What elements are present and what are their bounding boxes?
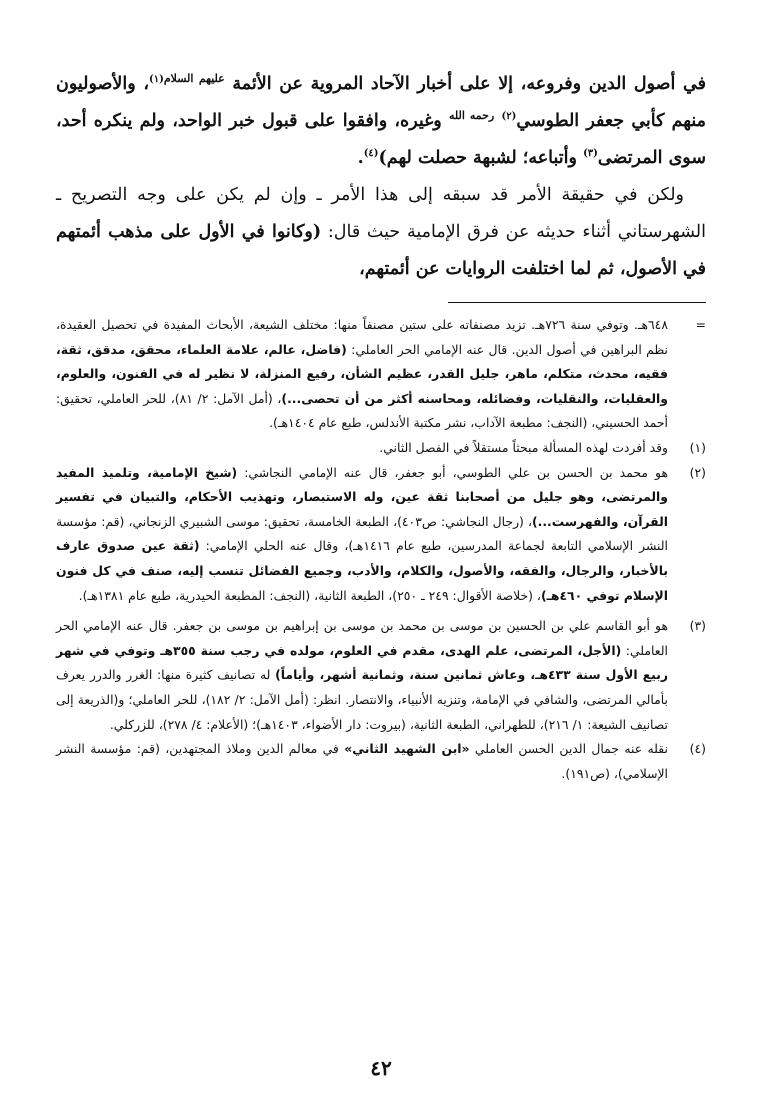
main-text <box>56 66 706 288</box>
footnote-number: (٣) <box>689 618 706 634</box>
page-number: ٤٢ <box>370 1056 392 1080</box>
paragraph-1-text-b: ، والأصوليون منهم كأبي جعفر الطوسي <box>56 74 707 131</box>
footnote-ref-2[interactable]: (٢) <box>501 111 517 123</box>
footnote-quote: (ثقة عين صدوق عارف بالأخبار، والرجال، والفقه، والأصول، والكلام، والأدب، وجميع الفضائل تنسب إليه، صنف في كل فنون الإسلام توفي ٤٦٠هـ) <box>56 538 668 603</box>
footnote-ref-4[interactable]: (٤) <box>363 148 379 160</box>
footnote-1 <box>56 436 706 461</box>
footnote-separator <box>448 302 706 303</box>
footnote-text: له تصانيف كثيرة منها: الغرر والدرر يعرف بأمالي المرتضى، والشافي في الإمامة، وتنزيه الأنبياء، والانتصار. انظر: (أمل الآمل: ٢/ ١٨٢)، للحر العاملي؛ و(الذريعة إلى تصانيف الشيعة: ١/ ٢١٦)، للطهراني، الطبعة الثانية، (بيروت: دار الأضواء، ١٤٠٣هـ)؛ (الأعلام: ٤/ ٢٧٨)، للزركلي. <box>56 667 668 732</box>
footnote-text: هو أبو القاسم علي بن الحسين بن موسى بن محمد بن موسى بن إبراهيم بن موسى بن جعفر. قال عنه الإمامي الحر العاملي: <box>56 618 668 658</box>
footnote-quote: (شيخ الإمامية، وتلميذ المفيد والمرتضى، وهو جليل من أصحابنا ثقة عين، وله الاستبصار، وتهذيب الأحكام، والتبيان في تفسير القرآن، والفهرست...) <box>56 464 668 529</box>
footnote-quote: (فاضل، عالم، علامة العلماء، محقق، مدقق، ثقة، فقيه، محدث، متكلم، ماهر، جليل القدر، عظيم الشأن، رفيع المنزلة، لا نظير له في الفنون، والعلوم، والعقليات، والنقليات، وفضائله، ومحاسنه أكثر من أن تحصى...) <box>56 341 668 406</box>
footnote-ref-1[interactable]: (١) <box>149 74 164 86</box>
footnote-text: ، (خلاصة الأقوال: ٢٤٩ ـ ٢٥٠)، الطبعة الثانية، (النجف: المطبعة الحيدرية، طبع عام ١٣٨١هـ). <box>78 587 541 603</box>
footnote-number: (١) <box>689 439 706 455</box>
footnote-quote: «ابن الشهيد الثاني» <box>344 741 470 757</box>
book-page <box>56 66 706 1080</box>
footnote-body <box>56 614 668 737</box>
footnote-quote: (الأجل، المرتضى، علم الهدى، مقدم في العلوم، مولده في رجب سنة ٣٥٥هـ وتوفي في شهر ربيع الأول سنة ٤٣٣هـ، وعاش ثمانين سنة، وثمانية أشهر، وأياماً) <box>56 642 668 683</box>
paragraph-2-text: ولكن في حقيقة الأمر قد سبقه إلى هذا الأمر ـ وإن لم يكن على وجه التصريح ـ الشهرستاني أثناء حديثه عن فرق الإمامية حيث قال: <box>56 185 706 242</box>
footnote-ref-3[interactable]: (٣) <box>583 148 598 160</box>
honorific-glyph: عليهم السلام <box>163 72 225 86</box>
footnote-text: في معالم الدين وملاذ المجتهدين، (قم: مؤسسة النشر الإسلامي)، (ص١٩١). <box>56 741 668 781</box>
paragraph-1-text-d: وأتباعه؛ لشبهة حصلت لهم) <box>378 148 577 168</box>
footnote-body: وقد أفردت لهذه المسألة مبحثاً مستقلاً في الفصل الثاني. <box>379 439 668 455</box>
shahrastani-quote: (وكانوا في الأول على مذهب أئمتهم في الأصول، ثم لما اختلفت الروايات عن أئمتهم، <box>56 222 706 279</box>
footnote-continuation-marker: = <box>695 317 706 332</box>
footnote-4 <box>56 737 706 786</box>
paragraph-1-text-c: وغيره، وافقوا على قبول خبر الواحد، ولم ينكره أحد، سوى المرتضى <box>56 111 706 168</box>
honorific-glyph: رحمه الله <box>448 109 495 123</box>
footnote-2 <box>56 461 706 609</box>
footnote-3 <box>56 614 706 737</box>
footnote-body <box>56 313 668 436</box>
footnote-number: (٤) <box>689 741 706 757</box>
footnotes <box>56 313 706 786</box>
paragraph-1 <box>56 66 706 177</box>
footnote-text: ٦٤٨هـ. وتوفي سنة ٧٢٦هـ. تزيد مصنفاته على ستين مصنفاً منها: مختلف الشيعة، الأبحاث المفيدة في تحصيل العقيدة، نظم البراهين في أصول الدين. قال عنه الإمامي الحر العاملي: <box>56 317 668 357</box>
paragraph-1-end: . <box>357 148 364 168</box>
footnote-text: ، (رجال النجاشي: ص٤٠٣)، الطبعة الخامسة، تحقيق: موسى الشبيري الزنجاني، (قم: مؤسسة النشر الإسلامي التابعة لجماعة المدرسين، طبع عام ١٤١٦هـ)، وقال عنه الحلي الإمامي: <box>56 513 669 554</box>
footnote-number: (٢) <box>689 464 706 480</box>
footnote-continued <box>56 313 706 436</box>
footnote-text: ، (أمل الآمل: ٢/ ٨١)، للحر العاملي، تحقيق: أحمد الحسيني، (النجف: مطبعة الآداب، نشر مكتبة الأندلس، طبع عام ١٤٠٤هـ). <box>56 390 668 431</box>
paragraph-2 <box>56 177 706 288</box>
footnote-text: نقله عنه جمال الدين الحسن العاملي <box>469 741 668 757</box>
footnote-text: هو محمد بن الحسن بن علي الطوسي، أبو جعفر، قال عنه الإمامي النجاشي: <box>237 464 668 480</box>
footnote-body <box>56 737 668 786</box>
paragraph-1-text-a: في أصول الدين وفروعه، إلا على أخبار الآحاد المروية عن الأئمة <box>232 74 706 94</box>
footnote-body <box>56 461 668 609</box>
